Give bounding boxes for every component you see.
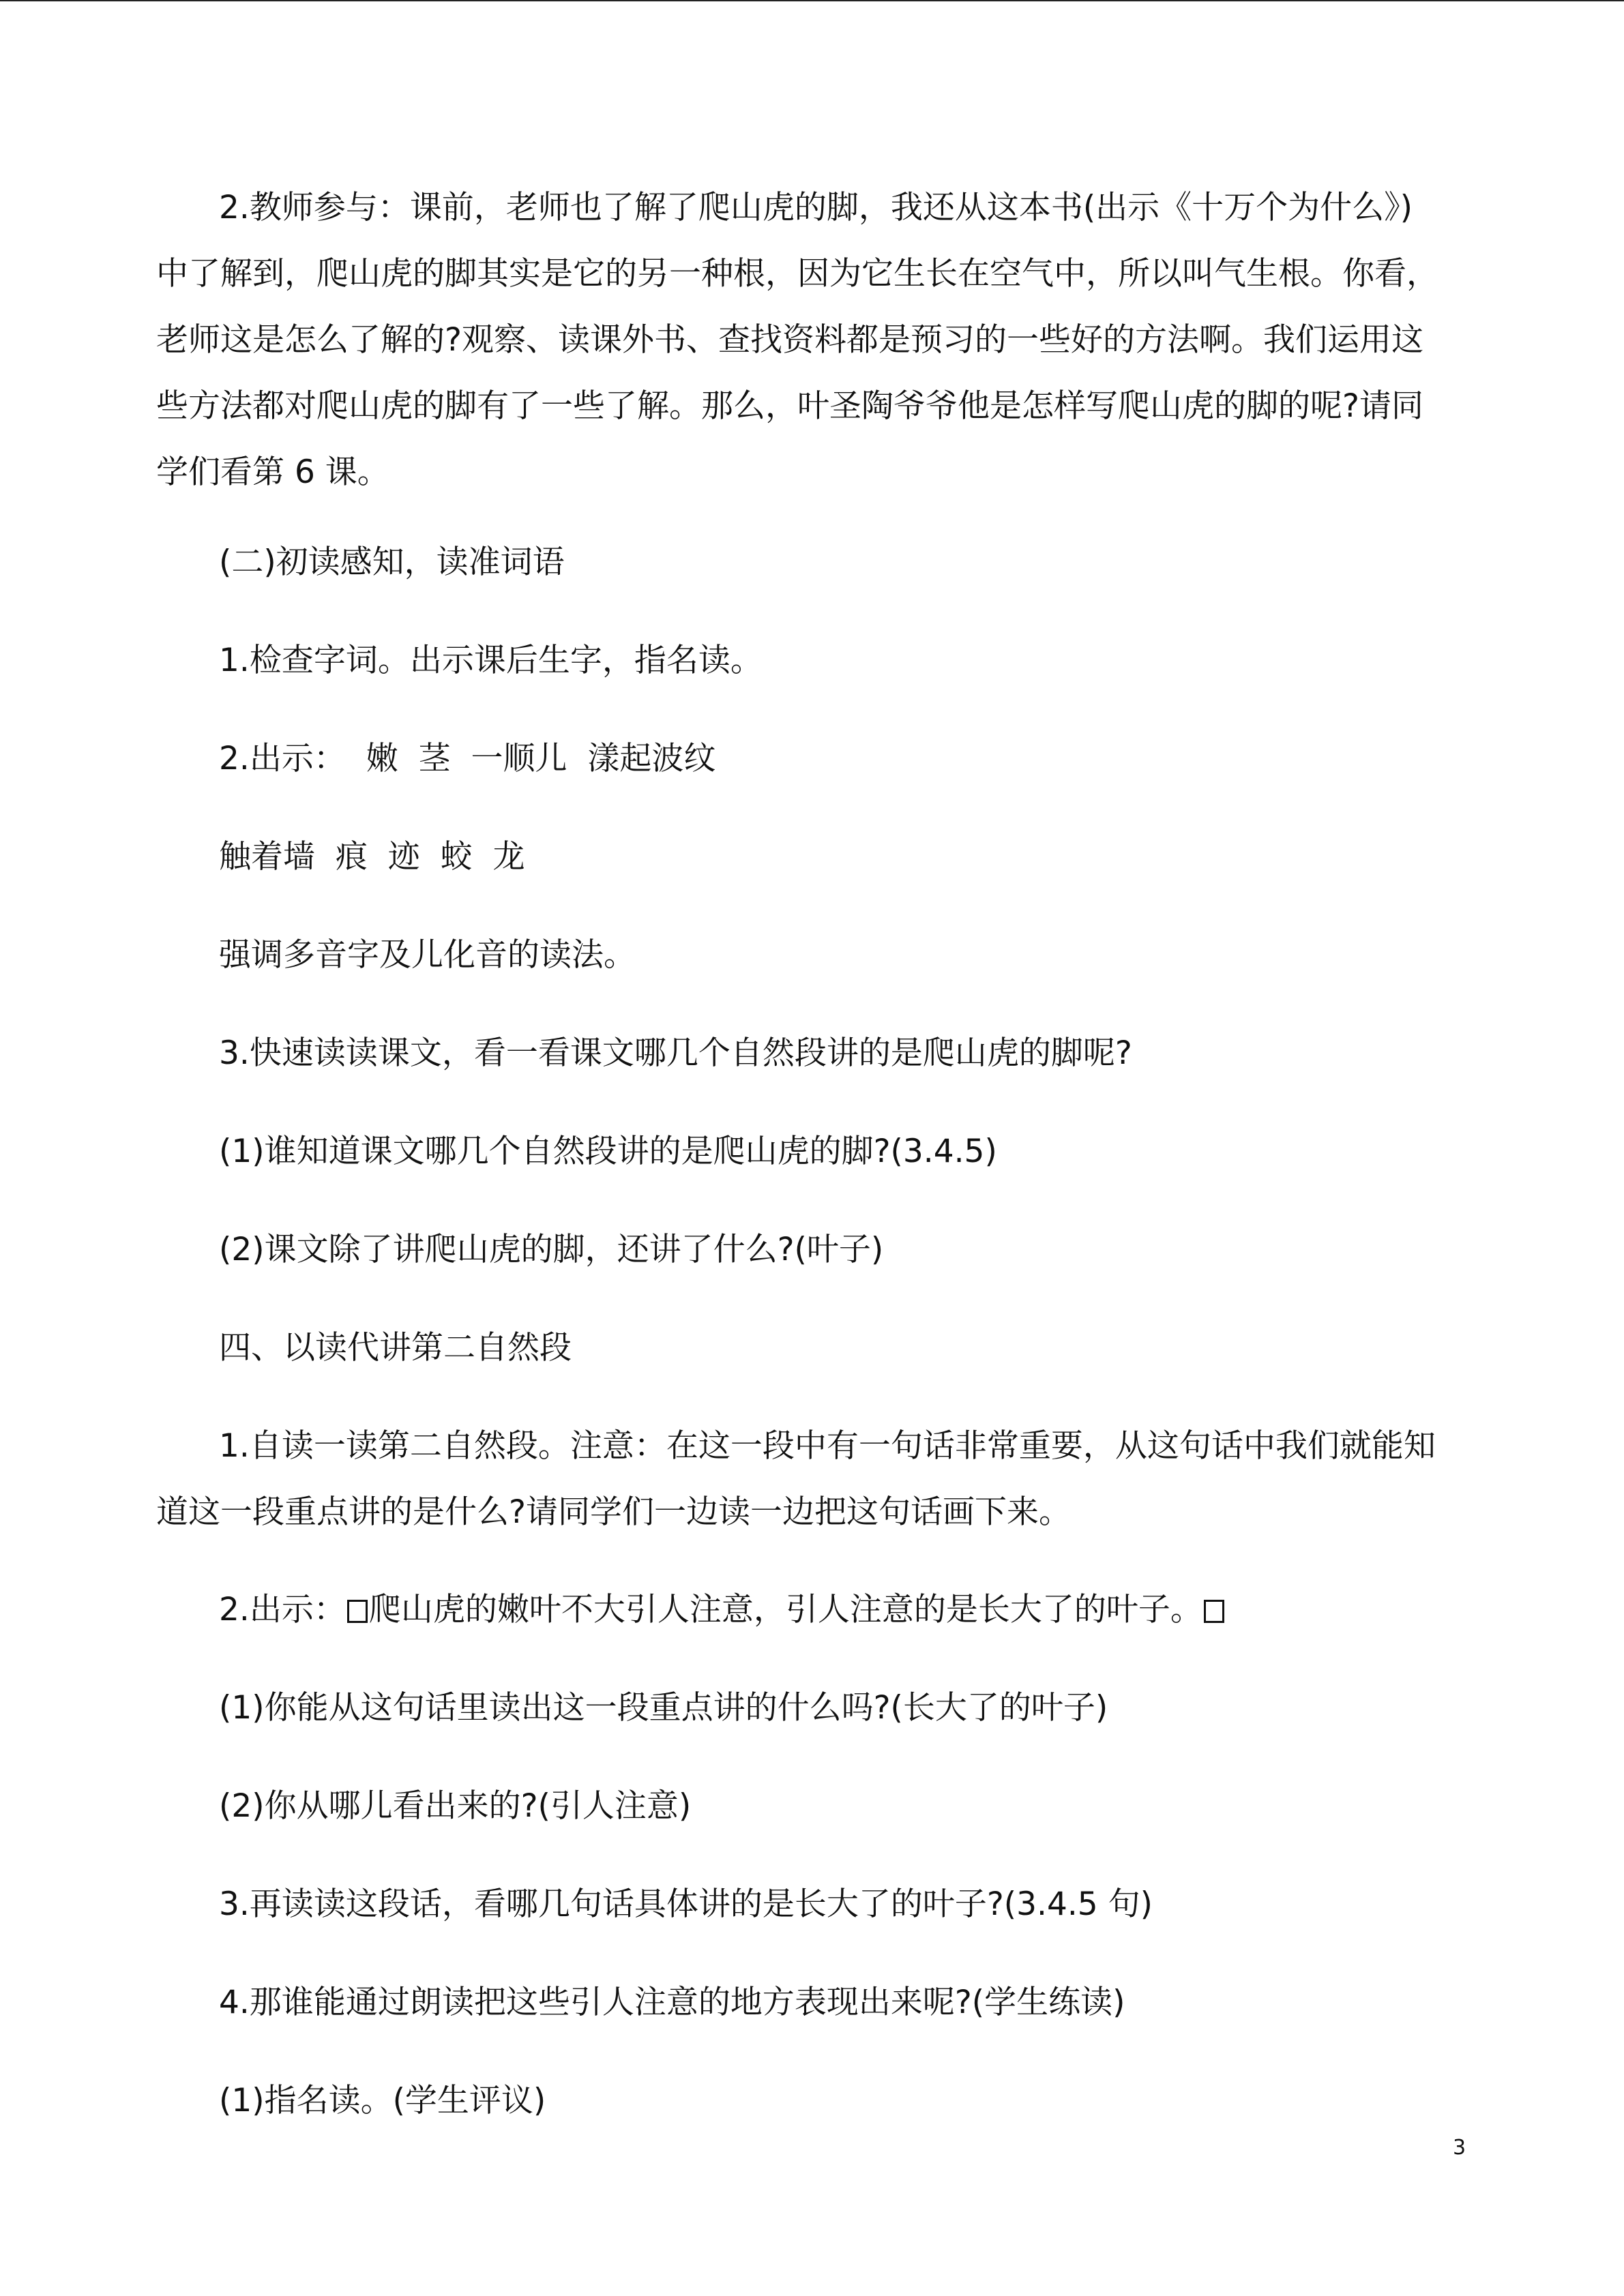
section-heading-read-second-paragraph: 四、以读代讲第二自然段: [219, 1329, 572, 1367]
text-line: 些方法都对爬山虎的脚有了一些了解。那么，叶圣陶爷爷他是怎样写爬山虎的脚的呢?请同: [156, 387, 1423, 425]
paragraph-word-list: 触着墙 痕 迹 蛟 龙: [219, 838, 525, 876]
paragraph-check-words: 1.检查字词。出示课后生字，指名读。: [219, 642, 763, 679]
page-number: 3: [1453, 2136, 1466, 2160]
paragraph-reread: 3.再读读这段话，看哪几句话具体讲的是长大了的叶子?(3.4.5 句): [219, 1885, 1153, 1923]
text-prefix: 2.出示：: [219, 1591, 346, 1628]
text-line: 老师这是怎么了解的?观察、读课外书、查找资料都是预习的一些好的方法啊。我们运用这: [156, 321, 1423, 359]
paragraph-self-read: [156, 1413, 1460, 1545]
open-quote-box-icon: [347, 1600, 368, 1623]
section-heading-initial-reading: (二)初读感知，读准词语: [219, 543, 565, 581]
paragraph-quick-read: 3.快速读读课文，看一看课文哪几个自然段讲的是爬山虎的脚呢?: [219, 1034, 1132, 1072]
paragraph-named-reading: (1)指名读。(学生评议): [219, 2082, 546, 2119]
paragraph-question-3: (1)你能从这句话里读出这一段重点讲的什么吗?(长大了的叶子): [219, 1689, 1108, 1727]
paragraph-pronunciation: 强调多音字及儿化音的读法。: [219, 936, 636, 974]
quoted-sentence: 爬山虎的嫩叶不大引人注意，引人注意的是长大了的叶子。: [368, 1591, 1202, 1628]
paragraph-question-4: (2)你从哪儿看出来的?(引人注意): [219, 1787, 692, 1825]
paragraph-question-1: (1)谁知道课文哪几个自然段讲的是爬山虎的脚?(3.4.5): [219, 1133, 997, 1170]
paragraph-teacher-participation: [156, 175, 1460, 505]
text-line: 1.自读一读第二自然段。注意：在这一段中有一句话非常重要，从这句话中我们就能知: [219, 1427, 1436, 1465]
paragraph-question-2: (2)课文除了讲爬山虎的脚，还讲了什么?(叶子): [219, 1231, 884, 1268]
text-line: 中了解到，爬山虎的脚其实是它的另一种根，因为它生长在空气中，所以叫气生根。你看，: [156, 255, 1438, 293]
close-quote-box-icon: [1204, 1600, 1224, 1623]
text-line: 学们看第 6 课。: [156, 453, 389, 491]
text-line: 道这一段重点讲的是什么?请同学们一边读一边把这句话画下来。: [156, 1493, 1071, 1531]
paragraph-read-aloud: 4.那谁能通过朗读把这些引人注意的地方表现出来呢?(学生练读): [219, 1984, 1125, 2021]
paragraph-show-sentence: [219, 1577, 1460, 1643]
paragraph-show-words: 2.出示： 嫩 茎 一顺儿 漾起波纹: [219, 740, 716, 777]
text-line: 2.教师参与：课前，老师也了解了爬山虎的脚，我还从这本书(出示《十万个为什么》): [219, 189, 1413, 226]
